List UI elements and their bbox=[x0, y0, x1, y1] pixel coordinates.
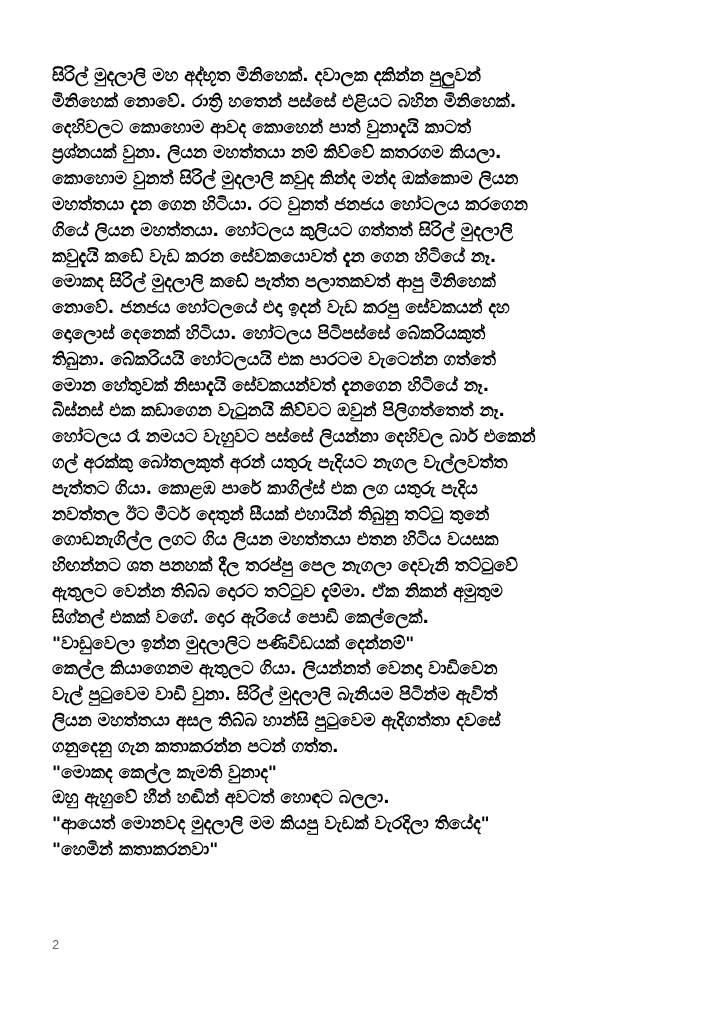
dialogue-line: "මොකද කෙල්ල කැමති වුනාද" bbox=[52, 762, 277, 783]
text-line: ගොඩනැගිල්ල ලගට ගිය ලියන මහත්තයා එතන හිටිය වයසක bbox=[52, 530, 499, 551]
body-text bbox=[52, 64, 672, 864]
text-line: තිබුනා. බේකරියයි හෝටලයයි එක පාරටම වැටෙන්න ගත්තේ bbox=[52, 349, 496, 370]
dialogue-line: "වාඩුවෙලා ඉන්න මුදලාලිට පණිවිඩයක් දෙන්නම්" bbox=[52, 633, 415, 654]
text-line: කොහොම වුනත් සිරිල් මුදලාලි කවුද කින්ද මන්ද ඔක්කොම ලියන bbox=[52, 169, 519, 190]
text-line: ප්‍රශ්නයක් වුනා. ලියන මහත්තයා නම් කිව්වේ කතරගම කියලා. bbox=[52, 143, 502, 164]
text-line: වැල් පුටුවෙම වාඩි වුනා. සිරිල් මුදලාලි බැනියම පිටින්ම ඇවිත් bbox=[52, 685, 498, 706]
text-line: දොලොස් දෙනෙක් හිටියා. හෝටලය පිටිපස්සේ බේකරියකුත් bbox=[52, 323, 486, 344]
text-line: පැත්තට ගියා. කොළඹ පාරේ කාගිල්ස් එක ලග යතුරු පැදිය bbox=[52, 478, 478, 499]
text-line: ගනුදෙනු ගැන කතාකරන්න පටන් ගත්ත. bbox=[52, 736, 339, 757]
text-line: කෙල්ල කියාගෙනම ඇතුලට ගියා. ලියන්නත් වෙනදා වාඩිවෙන bbox=[52, 659, 498, 680]
page-number: 2 bbox=[52, 937, 60, 952]
text-line: හෝටලය රෑ නමයට වැහුවට පස්සේ ලියන්නා දෙහිවල බාර් එකෙන් bbox=[52, 427, 536, 448]
text-line: බිස්නස් එක කඩාගෙන වැටුනයි කිව්වට ඔවුන් පිලිගත්තෙත් නෑ. bbox=[52, 401, 505, 422]
text-line: කවුදැයි කඩේ වැඩ කරන සේවකයොවත් දැන ගෙන හිටියේ නෑ. bbox=[52, 246, 497, 267]
text-line: ඔහු ඇහුවේ හීන් හඬින් අවටත් හොඳට බලලා. bbox=[52, 788, 390, 809]
text-line: මොකද සිරිල් මුදලාලි කඩේ පැත්ත පලාතකවත් ආපු මිනිහෙක් bbox=[52, 272, 496, 293]
text-line: මොන හේතුවක් නිසාදැයි සේවකයන්වත් දැනගෙන හිටියේ නෑ. bbox=[52, 375, 490, 396]
text-line: මහත්තයා දැන ගෙන හිටියා. රට වුනත් ජනජය හෝටලය කරගෙන bbox=[52, 194, 528, 215]
text-line: සිග්නල් එකක් වගේ. දොර ඇරියේ පොඩි කෙල්ලෙක්. bbox=[52, 607, 429, 628]
text-line: හිඟන්නට ශත පනහක් දීල තරප්පු පෙල නැගලා දෙවැනි තට්ටුවේ bbox=[52, 556, 518, 577]
text-line: නවත්තල ඊට මීටර් දෙතුන් සීයක් එහායින් තිබුනු තට්ටු තුනේ bbox=[52, 504, 490, 525]
text-line: ඇතුලට වෙන්න තිබ්බ දොරට තට්ටුව දැම්මා. ඒක නිකන් අමුතුම bbox=[52, 581, 503, 602]
text-line: ලියන මහත්තයා අසල තිබ්බ හාන්සි පුටුවෙම ඇදිගත්තා දවසේ bbox=[52, 710, 501, 731]
dialogue-line: "හෙමින් කතාකරනවා" bbox=[52, 839, 219, 860]
text-line: ගියේ ලියන මහත්තයා. හෝටලය කුලියට ගත්තත් සිරිල් මුදලාලි bbox=[52, 220, 513, 241]
text-line: දෙහිවලට කොහොම ආවද කොහෙන් පාත් වුනාදැයි කාටත් bbox=[52, 117, 471, 138]
dialogue-line: "ආයෙත් මොනවද මුදලාලි මම කියපු වැඩක් වැරදිලා තියේද" bbox=[52, 814, 490, 835]
text-line: නොවේ. ජනජය හෝටලයේ එදා ඉදන් වැඩ කරපු සේවකයන් දහ bbox=[52, 298, 510, 319]
text-line: මිනිහෙක් නොවේ. රාත්‍රි හතෙන් පස්සේ එළියට බහින මිනිහෙක්. bbox=[52, 91, 517, 112]
text-line: සිරිල් මුදලාලි මහ අද්භූත මිනිහෙක්. දවාලක දකින්න පුලුවන් bbox=[52, 66, 481, 86]
text-line: ගල් අරක්කු බෝතලකුත් අරන් යතුරු පැදියට නැගල වැල්ලවත්ත bbox=[52, 452, 508, 473]
